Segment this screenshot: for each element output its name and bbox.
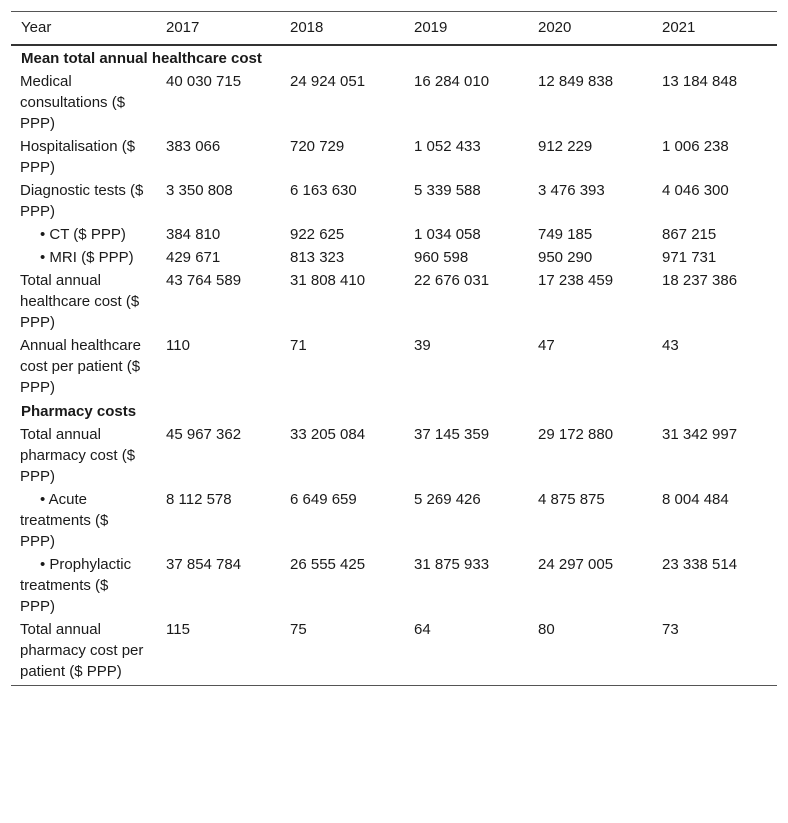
row-label-text: Total annual pharmacy cost ($ PPP) <box>20 426 136 485</box>
row-label-text: • CT ($ PPP) <box>40 226 126 243</box>
table-cell: 6 163 630 <box>290 182 357 199</box>
table-cell: 43 <box>662 337 679 354</box>
table-cell: 31 875 933 <box>414 556 490 573</box>
row-label <box>11 553 156 618</box>
table-cell: 912 229 <box>538 138 593 155</box>
table-row <box>11 246 777 269</box>
header-2021: 2021 <box>662 19 696 36</box>
table-cell: 45 967 362 <box>166 426 242 443</box>
row-label <box>11 269 156 334</box>
table-cell: 18 237 386 <box>662 272 738 289</box>
table-cell: 4 875 875 <box>538 491 605 508</box>
table-cell: 960 598 <box>414 249 469 266</box>
row-label <box>11 135 156 179</box>
section-row <box>11 45 777 70</box>
row-label <box>11 488 156 553</box>
table-row <box>11 269 777 334</box>
header-row <box>11 12 777 46</box>
table-cell: 64 <box>414 621 431 638</box>
table-row <box>11 553 777 618</box>
row-label-text: • Prophylactic treatments ($ PPP) <box>20 556 132 615</box>
table-cell: 3 350 808 <box>166 182 233 199</box>
table-cell: 22 676 031 <box>414 272 490 289</box>
header-2018: 2018 <box>290 19 324 36</box>
table-row <box>11 179 777 223</box>
table-cell: 8 004 484 <box>662 491 729 508</box>
header-2020: 2020 <box>538 19 572 36</box>
table-row <box>11 70 777 135</box>
table-cell: 384 810 <box>166 226 221 243</box>
table-row <box>11 135 777 179</box>
header-2017: 2017 <box>166 19 200 36</box>
table-cell: 31 342 997 <box>662 426 738 443</box>
table-cell: 80 <box>538 621 555 638</box>
row-label <box>11 70 156 135</box>
table-cell: 40 030 715 <box>166 73 242 90</box>
table-cell: 13 184 848 <box>662 73 738 90</box>
table-cell: 5 269 426 <box>414 491 481 508</box>
section-title: Pharmacy costs <box>21 403 137 420</box>
section-row <box>11 399 777 423</box>
row-label-text: Total annual healthcare cost ($ PPP) <box>20 272 140 331</box>
table-cell: 720 729 <box>290 138 345 155</box>
row-label-text: Hospitalisation ($ PPP) <box>20 138 136 176</box>
table-cell: 1 052 433 <box>414 138 481 155</box>
table-cell: 47 <box>538 337 555 354</box>
table-cell: 29 172 880 <box>538 426 614 443</box>
row-label-text: Medical consultations ($ PPP) <box>20 73 126 132</box>
table-cell: 8 112 578 <box>166 491 232 508</box>
row-label-text: Annual healthcare cost per patient ($ PPP) <box>20 337 141 396</box>
table-cell: 37 145 359 <box>414 426 490 443</box>
table-cell: 922 625 <box>290 226 345 243</box>
cost-table-container <box>11 11 777 686</box>
row-label-text: • MRI ($ PPP) <box>40 249 134 266</box>
table-cell: 749 185 <box>538 226 593 243</box>
section-title: Mean total annual healthcare cost <box>21 50 262 67</box>
row-label <box>11 223 156 246</box>
table-cell: 3 476 393 <box>538 182 605 199</box>
table-cell: 429 671 <box>166 249 221 266</box>
table-row <box>11 334 777 399</box>
table-cell: 6 649 659 <box>290 491 357 508</box>
cost-table <box>11 11 777 686</box>
table-cell: 39 <box>414 337 431 354</box>
table-row <box>11 223 777 246</box>
table-cell: 33 205 084 <box>290 426 366 443</box>
table-row <box>11 618 777 686</box>
table-cell: 75 <box>290 621 307 638</box>
table-cell: 43 764 589 <box>166 272 242 289</box>
table-cell: 971 731 <box>662 249 717 266</box>
header-2019: 2019 <box>414 19 448 36</box>
table-cell: 71 <box>290 337 307 354</box>
table-body <box>11 45 777 686</box>
row-label-text: Diagnostic tests ($ PPP) <box>20 182 144 220</box>
row-label-text: Total annual pharmacy cost per patient ($ PPP) <box>20 621 144 680</box>
header-year: Year <box>21 19 52 36</box>
table-row <box>11 423 777 488</box>
table-cell: 5 339 588 <box>414 182 481 199</box>
table-cell: 24 924 051 <box>290 73 366 90</box>
table-cell: 110 <box>166 337 190 354</box>
table-cell: 867 215 <box>662 226 717 243</box>
table-cell: 115 <box>166 621 190 638</box>
table-cell: 73 <box>662 621 679 638</box>
table-cell: 950 290 <box>538 249 593 266</box>
row-label <box>11 618 156 686</box>
row-label <box>11 179 156 223</box>
table-cell: 813 323 <box>290 249 345 266</box>
table-cell: 1 006 238 <box>662 138 729 155</box>
table-cell: 24 297 005 <box>538 556 614 573</box>
table-cell: 12 849 838 <box>538 73 614 90</box>
table-cell: 383 066 <box>166 138 221 155</box>
table-cell: 31 808 410 <box>290 272 366 289</box>
table-cell: 4 046 300 <box>662 182 729 199</box>
table-row <box>11 488 777 553</box>
row-label <box>11 334 156 399</box>
table-cell: 23 338 514 <box>662 556 738 573</box>
table-cell: 16 284 010 <box>414 73 490 90</box>
row-label <box>11 246 156 269</box>
row-label <box>11 423 156 488</box>
row-label-text: • Acute treatments ($ PPP) <box>20 491 109 550</box>
table-cell: 26 555 425 <box>290 556 366 573</box>
table-cell: 37 854 784 <box>166 556 242 573</box>
table-header <box>11 12 777 46</box>
table-cell: 1 034 058 <box>414 226 481 243</box>
table-cell: 17 238 459 <box>538 272 614 289</box>
